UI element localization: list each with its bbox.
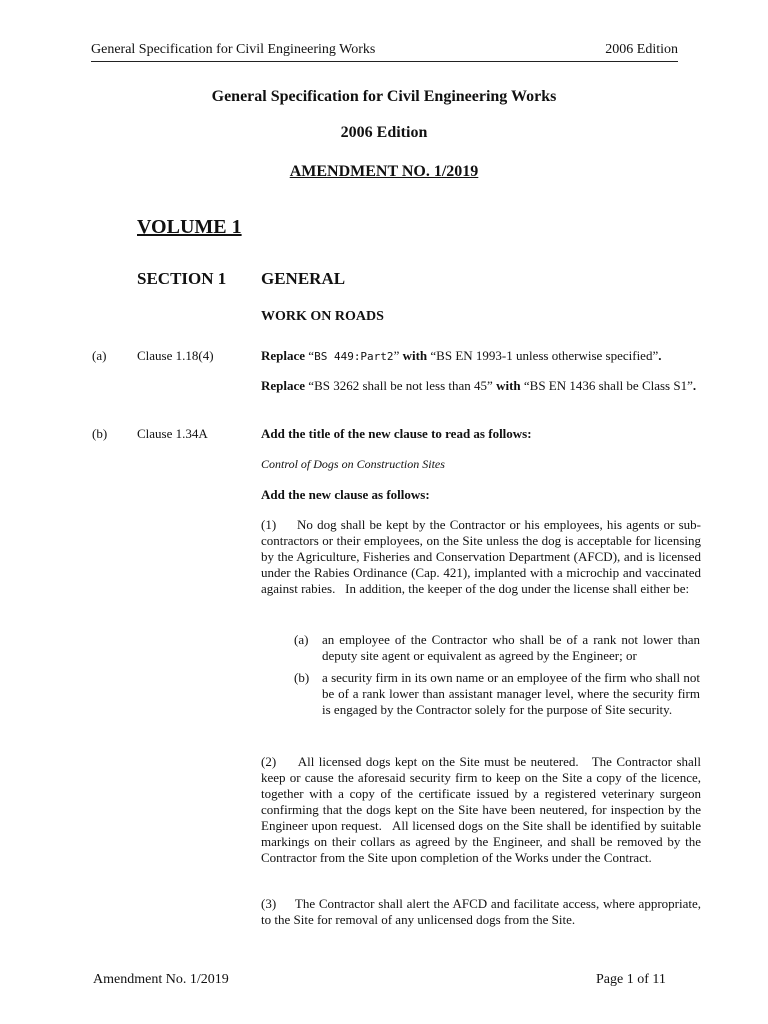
amendment-number: AMENDMENT NO. 1/2019 [289,163,479,180]
open-quote: “ [305,348,315,363]
close-quote: ” [393,348,403,363]
amendment-a-label: (a) [92,348,107,363]
replace-keyword: Replace [261,348,306,363]
amendment-a-paragraph-2 [261,378,701,394]
document-edition: 2006 Edition [340,124,428,141]
new-standard: “BS EN 1993-1 unless otherwise specified” [427,348,659,363]
list-item-text: a security firm in its own name or an employee of the firm who shall not be of a rank lower than assistant manager level, where the security firm is engaged by the Contractor solely for the purpose of Site security. [322,670,700,717]
amendment-b-clause: Clause 1.34A [137,426,208,441]
list-item [294,670,700,718]
running-header-edition: 2006 Edition [605,42,678,57]
list-item-text: an employee of the Contractor who shall be of a rank not lower than deputy site agent or equivalent as agreed by the Engineer; or [322,632,700,663]
old-standard: BS 449:Part2 [314,350,394,363]
with-keyword: with [496,378,521,393]
clause-paragraph-2: (2) All licensed dogs kept on the Site must be neutered. The Contractor shall keep or cause the aforesaid security firm to keep on the Site a copy of the licence, together with a copy of the certificate issued by a registered veterinary surgeon confirming that the dogs kept on the Site have been neutered, for inspection by the Engineer upon request. All licensed dogs on the Site shall be identified by suitable markings on their collars as agreed by the Engineer, and shall be removed by the Contractor from the Site upon completion of the Works under the Contract. [261,754,705,865]
running-header-title: General Specification for Civil Engineering Works [91,42,376,57]
with-keyword: with [402,348,428,363]
amendment-a-paragraph-1 [261,348,701,365]
list-item-label: (a) [294,632,309,647]
footer-amendment: Amendment No. 1/2019 [93,972,229,987]
old-standard: “BS 3262 shall be not less than 45” [305,378,497,393]
clause-paragraph-3: (3) The Contractor shall alert the AFCD and facilitate access, where appropriate, to the Site for removal of any unlicensed dogs from the Site. [261,896,705,927]
clause-paragraph-1: (1) No dog shall be kept by the Contractor or his employees, his agents or sub-contractors or their employees, on the Site unless the dog is acceptable for licensing by the Agriculture, Fisheries and Conservation Department (AFCD), and is licensed under the Rabies Ordinance (Cap. 421), implanted with a microchip and vaccinated against rabies. In addition, the keeper of the dog under the license shall either be: [261,517,705,596]
new-clause-title: Control of Dogs on Construction Sites [261,457,445,471]
new-standard: “BS EN 1436 shall be Class S1” [520,378,693,393]
volume-heading: VOLUME 1 [137,216,242,238]
section-subheading: WORK ON ROADS [261,309,384,324]
list-item [294,632,700,664]
instruction-text: Add the new clause as follows: [261,487,430,502]
document-title: General Specification for Civil Engineering Works [211,88,557,105]
sentence-end: . [692,378,697,393]
amendment-b-label: (b) [92,426,108,441]
running-header [91,41,678,62]
instruction-text: Add the title of the new clause to read as follows: [261,426,532,441]
section-number: SECTION 1 [137,269,227,288]
section-title: GENERAL [261,269,346,288]
replace-keyword: Replace [261,378,306,393]
list-item-label: (b) [294,670,310,685]
footer-page-number: Page 1 of 11 [596,972,666,987]
amendment-b-instruction-clause [261,487,701,503]
sentence-end: . [658,348,662,363]
amendment-b-instruction-title [261,426,701,442]
amendment-a-clause: Clause 1.18(4) [137,348,214,363]
